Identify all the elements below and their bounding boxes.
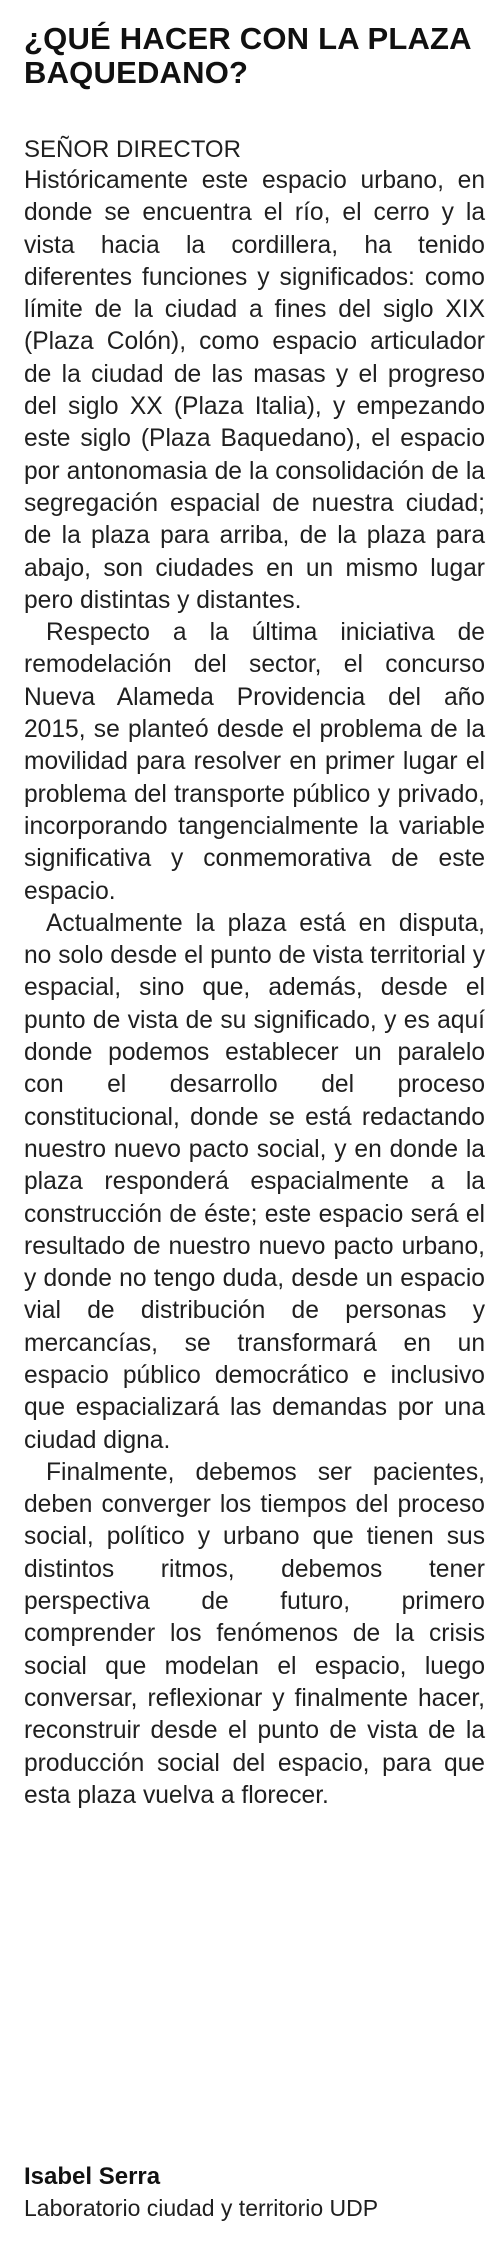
paragraph-1: Históricamente este espacio urbano, en donde se encuentra el río, el cerro y la vista hacia la cordillera, ha tenido diferentes funciones y significados: como límite de la ciudad a fines del siglo XIX (Plaza Colón), como espacio articulador de la ciudad de las masas y el progreso del siglo XX (Plaza Italia), y empezando este siglo (Plaza Baquedano), el espacio por antonomasia de la consolidación de la segregación espacial de nuestra ciudad; de la plaza para arriba, de la plaza para abajo, son ciudades en un mismo lugar pero distintas y distantes. xyxy=(24,167,485,614)
author-name: Isabel Serra xyxy=(24,2163,161,2190)
letter-body xyxy=(24,165,485,1812)
paragraph-4: Finalmente, debemos ser pacientes, deben converger los tiempos del proceso social, político y urbano que tienen sus distintos ritmos, debemos tener perspectiva de futuro, primero comprender los fenómenos de la crisis social que modelan el espacio, luego conversar, reflexionar y finalmente hacer, reconstruir desde el punto de vista de la producción social del espacio, para que esta plaza vuelva a florecer. xyxy=(24,1458,485,1809)
author-affiliation: Laboratorio ciudad y territorio UDP xyxy=(24,2195,379,2221)
headline: ¿QUÉ HACER CON LA PLAZA BAQUEDANO? xyxy=(24,21,471,90)
signature-block xyxy=(24,2162,485,2224)
paragraph-3: Actualmente la plaza está en disputa, no solo desde el punto de vista territorial y espacial, sino que, además, desde el punto de vista de su significado, y es aquí donde podemos establecer un paralelo con el desarrollo del proceso constitucional, donde se está redactando nuestro nuevo pacto social, y en donde la plaza responderá espacialmente a la construcción de éste; este espacio será el resultado de nuestro nuevo pacto urbano, y donde no tengo duda, desde un espacio vial de distribución de personas y mercancías, se transformará en un espacio público democrático e inclusivo que espacializará las demandas por una ciudad digna. xyxy=(24,909,485,1454)
paragraph-2: Respecto a la última iniciativa de remodelación del sector, el concurso Nueva Alameda Providencia del año 2015, se planteó desde el problema de la movilidad para resolver en primer lugar el problema del transporte público y privado, incorporando tangencialmente la variable significativa y conmemorativa de este espacio. xyxy=(24,619,485,905)
salutation: SEÑOR DIRECTOR xyxy=(24,136,241,163)
